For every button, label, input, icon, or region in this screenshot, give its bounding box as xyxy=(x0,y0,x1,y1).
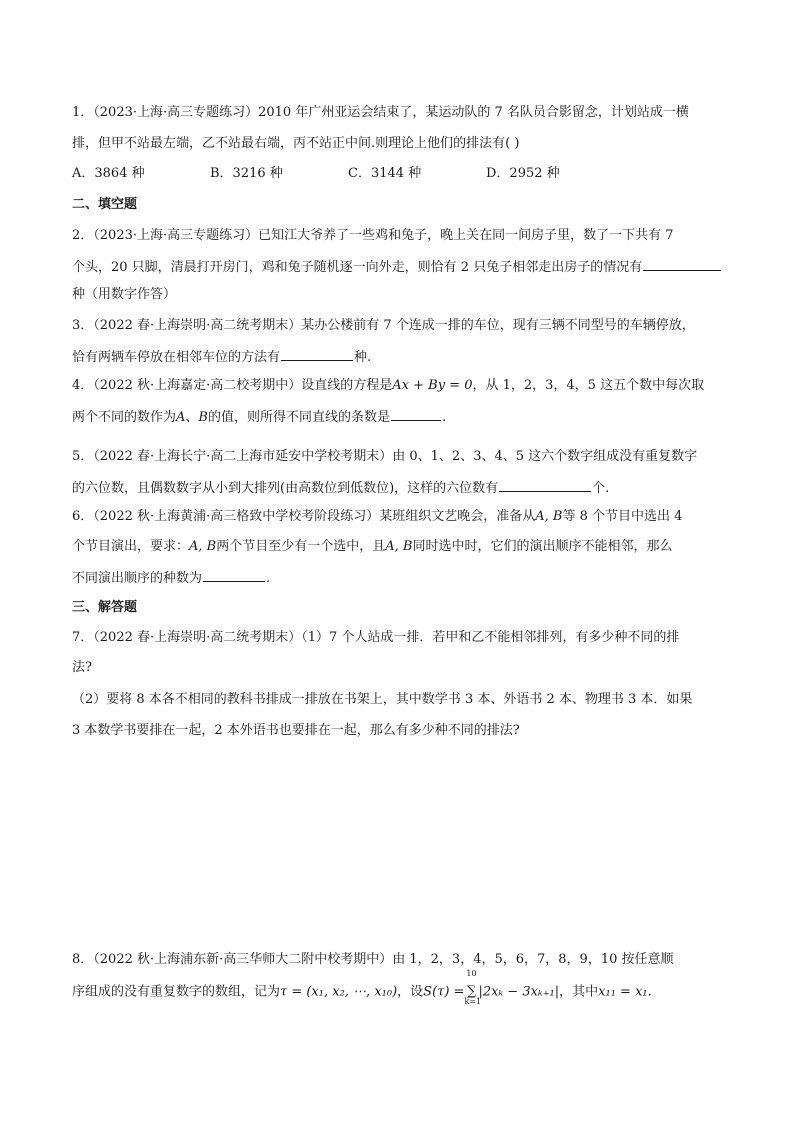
q8-condition: x₁₁ = x₁ xyxy=(598,984,648,1000)
q2-answer-blank[interactable] xyxy=(643,256,721,271)
q3-line-1: 3．（2022 春·上海崇明·高二统考期末）某办公楼前有 7 个连成一排的车位，现有三辆不同型号的车辆停放， xyxy=(72,318,695,333)
q8-line-1: 8．（2022 秋·上海浦东新·高三华师大二附中校考期中）由 1，2，3，4，5，6，7，8，9，10 按任意顺 xyxy=(72,952,674,967)
q7-line-4: 3 本数学书要排在一起，2 本外语书也要排在一起，那么有多少种不同的排法? xyxy=(72,723,520,738)
q4-line-1-text: 4．（2022 秋·上海嘉定·高二校考期中）设直线的方程是 xyxy=(72,378,393,393)
q8-tau-def: τ = (x₁, x₂, ⋯, x₁₀) xyxy=(280,984,398,1000)
q2-line-2 xyxy=(72,256,722,278)
q6-answer-blank[interactable] xyxy=(203,567,265,582)
q3-answer-blank[interactable] xyxy=(281,346,353,361)
q6-line-2 xyxy=(72,537,672,557)
q3-line-2-tail: 种. xyxy=(354,350,372,365)
q8-sum-symbol: ∑ xyxy=(466,984,477,999)
q5-answer-blank[interactable] xyxy=(499,477,591,492)
q6-line-1-text: 6．（2022 秋·上海黄浦·高三格致中学校考阶段练习）某班组织文艺晚会，准备从 xyxy=(72,509,536,524)
q6-line-2-tail: 同时选中时，它们的演出顺序不能相邻，那么 xyxy=(412,539,673,554)
q8-sum-upper: 10 xyxy=(466,969,477,978)
q1-option-d: D．2952 种 xyxy=(486,166,560,181)
q6-ab-1: A, B xyxy=(535,509,563,524)
q8-line-2-mid-2: ，其中 xyxy=(559,984,599,1000)
q4-sep: 、 xyxy=(185,410,199,425)
q6-line-3 xyxy=(72,567,270,589)
q8-line-2-mid: ，设 xyxy=(397,984,424,1000)
q6-line-2-text: 个节目演出，要求： xyxy=(72,539,190,554)
q4-line-2 xyxy=(72,406,446,428)
q6-ab-3: A, B xyxy=(385,539,413,554)
q1-option-c: C．3144 种 xyxy=(348,166,422,181)
q3-line-2-text: 恰有两辆车停放在相邻车位的方法有 xyxy=(72,350,281,365)
q8-line-2-tail: . xyxy=(647,984,652,1000)
q4-var-b: B xyxy=(198,410,208,425)
q6-line-2-mid: 两个节目至少有一个选中，且 xyxy=(216,539,386,554)
q1-options xyxy=(72,164,624,184)
q4-line-1 xyxy=(72,376,704,396)
q1-option-b: B．3216 种 xyxy=(210,166,283,181)
q7-line-2: 法? xyxy=(72,660,92,675)
q8-sum-lower: k=1 xyxy=(464,997,482,1006)
q8-line-2 xyxy=(72,969,652,1006)
section-heading-solutions: 三、解答题 xyxy=(72,600,138,615)
q6-line-1 xyxy=(72,507,682,527)
q4-line-equation: Ax + By = 0 xyxy=(392,378,473,393)
q7-line-1: 7．（2022 春·上海崇明·高二统考期末）（1）7 个人站成一排．若甲和乙不能相邻排列，有多少种不同的排 xyxy=(72,630,680,645)
q1-line-2: 排，但甲不站最左端，乙不站最右端，丙不站正中间.则理论上他们的排法有( ) xyxy=(72,136,520,151)
q5-line-2-tail: 个. xyxy=(592,481,610,496)
q7-line-3: （2）要将 8 本各不相同的教科书排成一排放在书架上，其中数学书 3 本、外语书 2 本、物理书 3 本．如果 xyxy=(72,692,693,707)
q4-answer-blank[interactable] xyxy=(391,406,441,421)
q8-sum-operator xyxy=(464,969,482,1006)
q5-line-2-text: 的六位数，且偶数数字从小到大排列(由高数位到低数位)，这样的六位数有 xyxy=(72,481,499,496)
q2-line-1: 2．（2023·上海·高三专题练习）已知江大爷养了一些鸡和兔子，晚上关在同一间房子里，数了一下共有 7 xyxy=(72,228,674,243)
q4-line-2-text: 两个不同的数作为 xyxy=(72,410,177,425)
q4-line-1-tail: ，从 1，2，3，4，5 这五个数中每次取 xyxy=(472,378,705,393)
q1-option-a: A．3864 种 xyxy=(72,166,145,181)
q2-line-2-text: 个头，20 只脚，清晨打开房门，鸡和兔子随机逐一向外走，则恰有 2 只兔子相邻走出房子的情况有 xyxy=(72,260,643,275)
q6-line-3-tail: . xyxy=(266,571,271,586)
q6-ab-2: A, B xyxy=(189,539,217,554)
q6-line-1-tail: 等 8 个节目中选出 4 xyxy=(562,509,683,524)
q1-line-1: 1．（2023·上海·高三专题练习）2010 年广州亚运会结束了，某运动队的 7 名队员合影留念，计划站成一横 xyxy=(72,105,689,120)
q5-line-1: 5．（2022 春·上海长宁·高二上海市延安中学校考期末）由 0、1、2、3、4、5 这六个数字组成没有重复数字 xyxy=(72,449,698,464)
q8-line-2-text: 序组成的没有重复数字的数组，记为 xyxy=(72,984,281,1000)
q6-line-3-text: 不同演出顺序的种数为 xyxy=(72,571,203,586)
q4-line-2-tail: . xyxy=(442,410,447,425)
q5-line-2 xyxy=(72,477,609,499)
q4-line-2-mid: 的值，则所得不同直线的条数是 xyxy=(207,410,390,425)
q8-s-lhs: S(τ) = xyxy=(423,984,465,1000)
q8-sum-body: |2xₖ − 3xₖ₊₁| xyxy=(478,984,560,1000)
q4-var-a: A xyxy=(176,410,186,425)
q2-line-3: 种（用数字作答） xyxy=(72,287,177,302)
section-heading-fill-blank: 二、填空题 xyxy=(72,197,138,212)
q3-line-2 xyxy=(72,346,371,368)
